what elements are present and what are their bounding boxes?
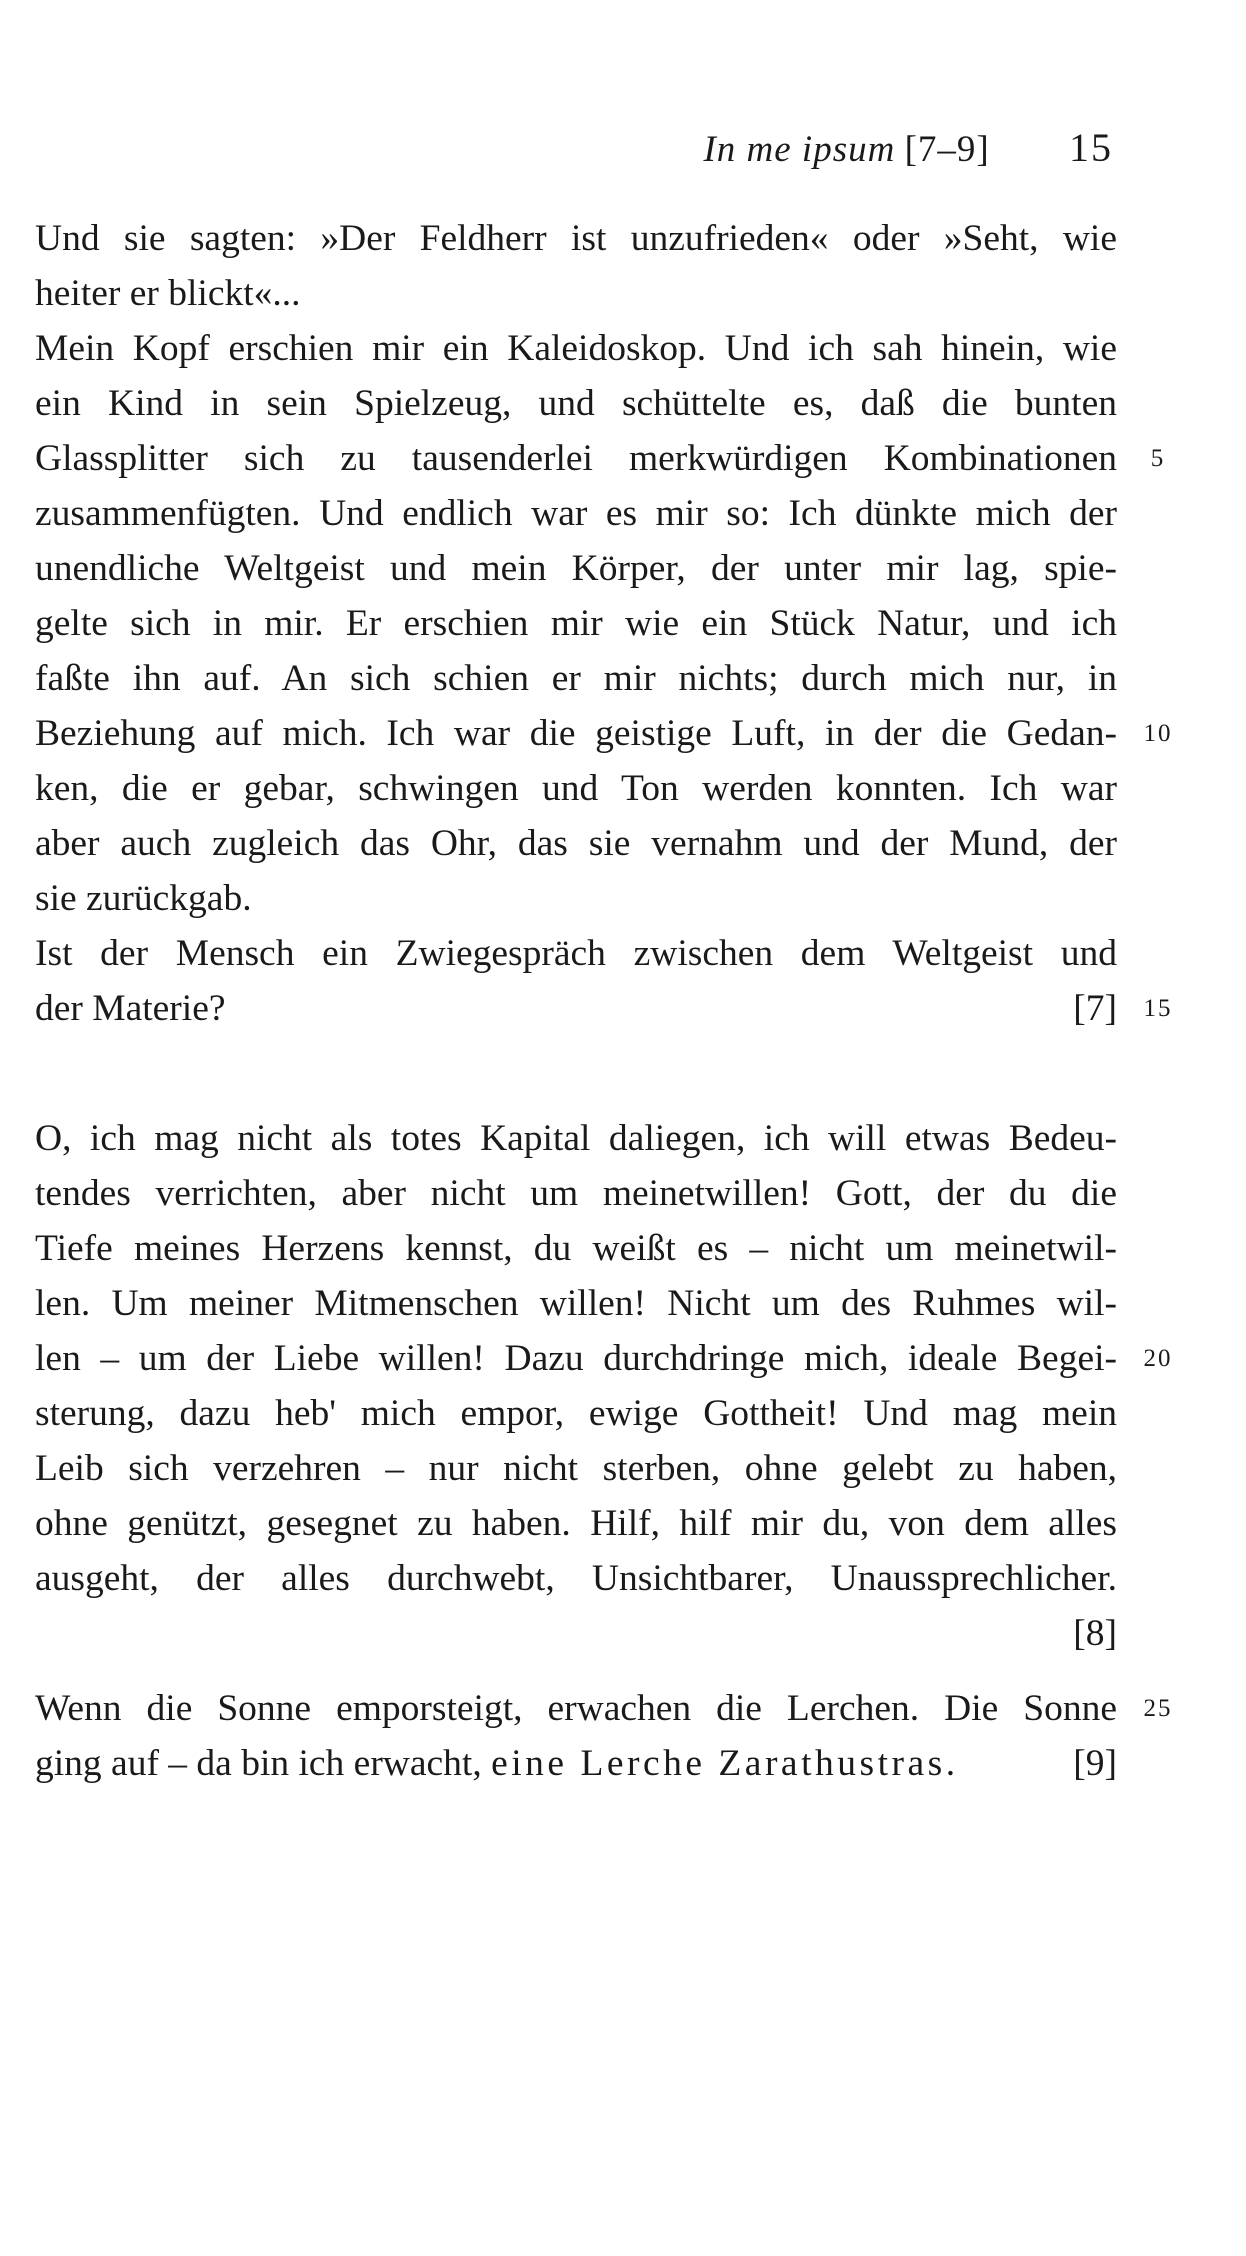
text-line: Und sie sagten: »Der Feldherr ist unzufrieden« oder »Seht, wie (35, 218, 1117, 259)
text-line: Glassplitter sich zu tausenderlei merkwürdigen Kombinationen (35, 438, 1117, 479)
text-line: Tiefe meines Herzens kennst, du weißt es – nicht um meinetwil- (35, 1228, 1117, 1269)
text-line: ohne genützt, gesegnet zu haben. Hilf, hilf mir du, von dem alles (35, 1503, 1117, 1544)
text-line-with-marker (35, 1736, 1117, 1791)
page-number: 15 (1069, 125, 1113, 170)
section-marker: [7] (1073, 988, 1117, 1029)
margin-line-number: 20 (1143, 1345, 1173, 1372)
margin-line-number: 15 (1143, 995, 1173, 1022)
margin-line-number: 10 (1143, 720, 1173, 747)
text-line: heiter er blickt«... (35, 273, 301, 314)
text-line-with-marker (35, 981, 1117, 1036)
margin-line-number: 5 (1150, 445, 1166, 472)
text-line: gelte sich in mir. Er erschien mir wie ein Stück Natur, und ich (35, 603, 1117, 644)
text-line: len. Um meiner Mitmenschen willen! Nicht um des Ruhmes wil- (35, 1283, 1117, 1324)
text-line: Leib sich verzehren – nur nicht sterben, ohne gelebt zu haben, (35, 1448, 1117, 1489)
text-line: zusammenfügten. Und endlich war es mir so: Ich dünkte mich der (35, 493, 1117, 534)
section-marker: [9] (1073, 1743, 1117, 1784)
running-header (703, 118, 1113, 178)
text-line: Ist der Mensch ein Zwiegespräch zwischen dem Weltgeist und (35, 933, 1117, 974)
text-line: ken, die er gebar, schwingen und Ton werden konnten. Ich war (35, 768, 1117, 809)
section-range: [7–9] (904, 129, 990, 170)
text-line-lead (35, 1736, 959, 1791)
running-title: In me ipsum (703, 129, 896, 170)
text-line: unendliche Weltgeist und mein Körper, der unter mir lag, spie- (35, 548, 1117, 589)
text-line: Wenn die Sonne emporsteigt, erwachen die Lerchen. Die Sonne (35, 1688, 1117, 1729)
spaced-emphasis: eine Lerche Zarathustras. (491, 1743, 959, 1784)
text-line: ging auf – da bin ich erwacht, (35, 1743, 482, 1784)
margin-line-number: 25 (1143, 1695, 1173, 1722)
text-line: faßte ihn auf. An sich schien er mir nichts; durch mich nur, in (35, 658, 1117, 699)
text-line: der Materie? (35, 988, 226, 1029)
text-line: tendes verrichten, aber nicht um meinetwillen! Gott, der du die (35, 1173, 1117, 1214)
text-line: O, ich mag nicht als totes Kapital daliegen, ich will etwas Bedeu- (35, 1118, 1117, 1159)
text-line: Mein Kopf erschien mir ein Kaleidoskop. Und ich sah hinein, wie (35, 328, 1117, 369)
text-line: ausgeht, der alles durchwebt, Unsichtbarer, Unaussprechlicher. (35, 1558, 1117, 1599)
text-line: len – um der Liebe willen! Dazu durchdringe mich, ideale Begei- (35, 1338, 1117, 1379)
text-line: sie zurückgab. (35, 878, 252, 919)
text-line: ein Kind in sein Spielzeug, und schüttelte es, daß die bunten (35, 383, 1117, 424)
text-line: sterung, dazu heb' mich empor, ewige Gottheit! Und mag mein (35, 1393, 1117, 1434)
text-line: Beziehung auf mich. Ich war die geistige Luft, in der die Gedan- (35, 713, 1117, 754)
text-line: aber auch zugleich das Ohr, das sie vernahm und der Mund, der (35, 823, 1117, 864)
section-marker: [8] (1073, 1613, 1117, 1654)
